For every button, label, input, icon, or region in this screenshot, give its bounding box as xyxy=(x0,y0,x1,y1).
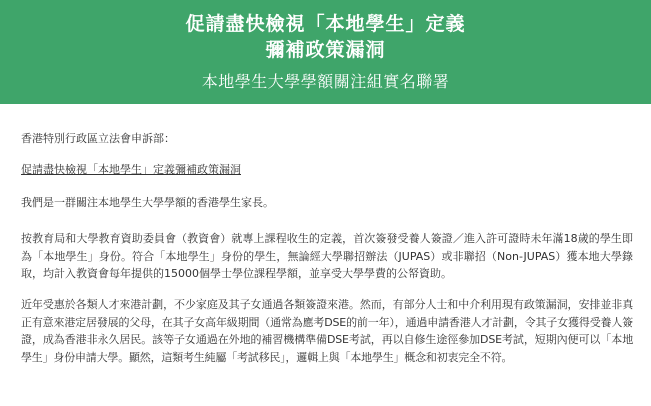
banner-title-line-2: 彌補政策漏洞 xyxy=(265,39,386,61)
letter-salutation: 香港特別行政區立法會申訴部： xyxy=(21,132,175,145)
banner-subtitle: 本地學生大學學額關注組實名聯署 xyxy=(201,72,450,91)
loophole-paragraph: 近年受惠於各類人才來港計劃，不少家庭及其子女通過各類簽證來港。然而，有部分人士和中介利用現有政策漏洞，安排並非真正有意來港定居發展的父母，在其子女高年級期間（通常為應考DSE的前一年），通過申請香港人才計劃，令其子女獲得受養人簽證，成為香港非永久居民。該等子女通過在外地的補習機構準備DSE考試，再以自修生途徑參加DSE考試，短期內便可以「本地學生」身份申請大學。顯然，這類考生純屬「考試移民」，邏輯上與「本地學生」概念和初衷完全不符。 xyxy=(21,298,633,364)
definition-paragraph: 按教育局和大學教育資助委員會（教資會）就專上課程收生的定義，首次簽發受養人簽證／進入許可證時未年滿18歲的學生即為「本地學生」身份。符合「本地學生」身份的學生，無論經大學聯招辦法（JUPAS）或非聯招（Non-JUPAS）獲本地大學錄取，均計入教資會每年提供的15000個學士學位課程學額，並享受大學學費的公帑資助。 xyxy=(21,232,633,281)
letter-heading: 促請盡快檢視「本地學生」定義彌補政策漏洞 xyxy=(21,163,241,176)
letter-intro-paragraph: 我們是一群關注本地學生大學學額的香港學生家長。 xyxy=(21,196,274,209)
header-banner xyxy=(0,0,651,104)
banner-title-line-1: 促請盡快檢視「本地學生」定義 xyxy=(185,13,466,35)
